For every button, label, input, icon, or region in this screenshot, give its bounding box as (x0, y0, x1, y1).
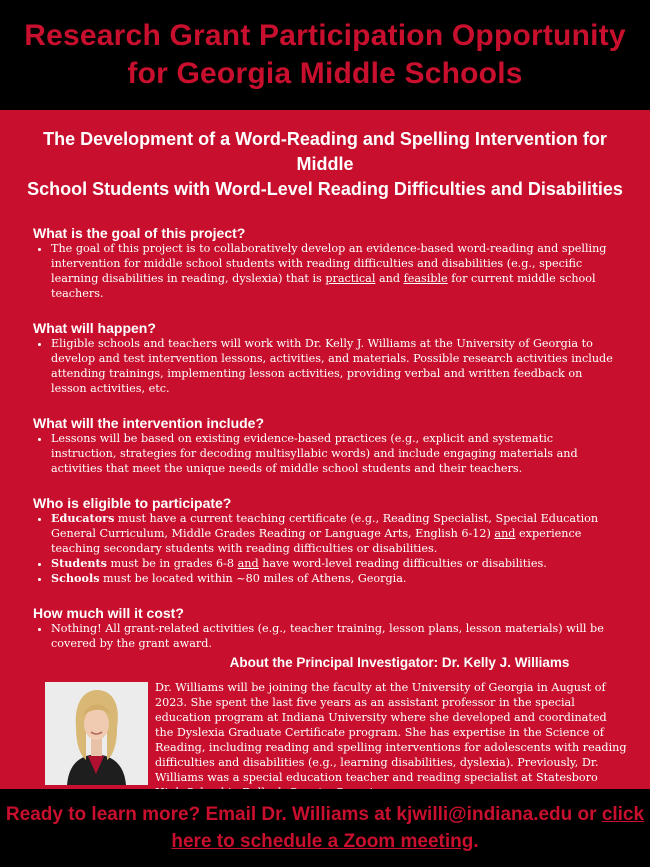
main-content (0, 225, 650, 670)
section-heading: What will happen? (33, 320, 156, 336)
students-and-word: and (237, 557, 259, 570)
contact-line-1 (6, 801, 644, 828)
project-title-line-2: School Students with Word-Level Reading Difficulties and Disabilities (27, 179, 623, 199)
schools-label: Schools (51, 571, 100, 585)
pi-portrait-photo (45, 682, 148, 785)
list-item-schools (51, 571, 616, 586)
page-title-line-1: Research Grant Participation Opportunity (24, 19, 626, 52)
list-item-students (51, 556, 616, 571)
pi-bio-text: Dr. Williams will be joining the faculty at the University of Georgia in August of 2023. She spent the last five years as an assistant professor in the special education program at Indiana University where she developed and coordinated the Dyslexia Graduate Certificate program. She has expertise in the Science of Reading, including reading and spelling interventions for adolescents with reading difficulties and disabilities (e.g., learning disabilities, dyslexia). Previously, Dr. Williams was a special education teacher and reading specialist at Statesboro (155, 681, 627, 784)
portrait-illustration (45, 682, 148, 785)
practical-word: practical (325, 272, 376, 285)
feasible-word: feasible (403, 272, 448, 285)
educators-text-1: must have a current teaching certificate (e.g., Reading Specialist, Special Education General Curriculum, Middle Grades Reading or Language Arts, English 6-12) (51, 512, 599, 540)
bullet-list (33, 431, 616, 476)
about-pi-heading: About the Principal Investigator: Dr. Kelly J. Williams (229, 655, 570, 670)
contact-text: Ready to learn more? Email Dr. Williams at kjwilli@indiana.edu or (5, 804, 602, 825)
section-heading: What is the goal of this project? (33, 225, 246, 241)
list-item: • Nothing! All grant-related activities (e.g., teacher training, lesson plans, lesson materials) will be covered by the grant award. (51, 621, 616, 651)
and-word: and (375, 272, 404, 285)
contact-banner (0, 789, 650, 867)
bullet-list (33, 621, 616, 651)
educators-and-word: and (494, 527, 516, 540)
educators-text-2: experience teaching secondary students with reading difficulties or disabilities. (51, 527, 582, 555)
contact-line-2 (171, 828, 478, 855)
goal-text-before: The goal of this project is to collaboratively develop an evidence-based word-reading and spelling intervention for middle school students with reading difficulties and disabilities (e.g., specific learning disabilities in reading, dyslexia) that is (51, 242, 607, 285)
educators-label: Educators (51, 511, 115, 525)
section-heading: Who is eligible to participate? (33, 495, 232, 511)
section-eligibility (33, 495, 616, 586)
bullet-list (33, 336, 616, 396)
list-item: • Lessons will be based on existing evidence-based practices (e.g., explicit and systematic instruction, strategies for decoding multisyllabic words) and include engaging materials and activities that meet the unique needs of middle school students and their teachers. (51, 431, 616, 476)
list-item: • Eligible schools and teachers will work with Dr. Kelly J. Williams at the University of Georgia to develop and test intervention lessons, activities, and materials. Possible research activities include attending trainings, implementing lesson activities, providing verbal and written feedback on lesson activities, etc. (51, 336, 616, 396)
students-text-2: have word-level reading difficulties or disabilities. (258, 557, 547, 570)
pi-bio-block (0, 680, 650, 800)
section-cost (33, 605, 616, 651)
section-intervention-include (33, 415, 616, 476)
schools-text: must be located within ~80 miles of Athens, Georgia. (99, 572, 407, 585)
list-item-educators (51, 511, 616, 556)
section-goal (33, 225, 616, 301)
bullet-list (33, 241, 616, 301)
zoom-link-part-1[interactable]: click (601, 804, 645, 825)
title-banner (0, 0, 650, 110)
project-title (20, 127, 630, 202)
students-text-1: must be in grades 6-8 (106, 557, 238, 570)
bullet-list (33, 511, 616, 586)
project-title-line-1: The Development of a Word-Reading and Spelling Intervention for Middle (43, 129, 607, 174)
zoom-link-part-2[interactable]: here to schedule a Zoom meeting (171, 831, 474, 852)
page-title-line-2: for Georgia Middle Schools (127, 57, 523, 90)
students-label: Students (51, 556, 107, 570)
section-heading: How much will it cost? (33, 605, 184, 621)
list-item (51, 241, 616, 301)
section-heading: What will the intervention include? (33, 415, 265, 431)
goal-text-after: for current middle school teachers. (51, 272, 596, 300)
contact-period: . (473, 831, 479, 852)
section-what-will-happen (33, 320, 616, 396)
